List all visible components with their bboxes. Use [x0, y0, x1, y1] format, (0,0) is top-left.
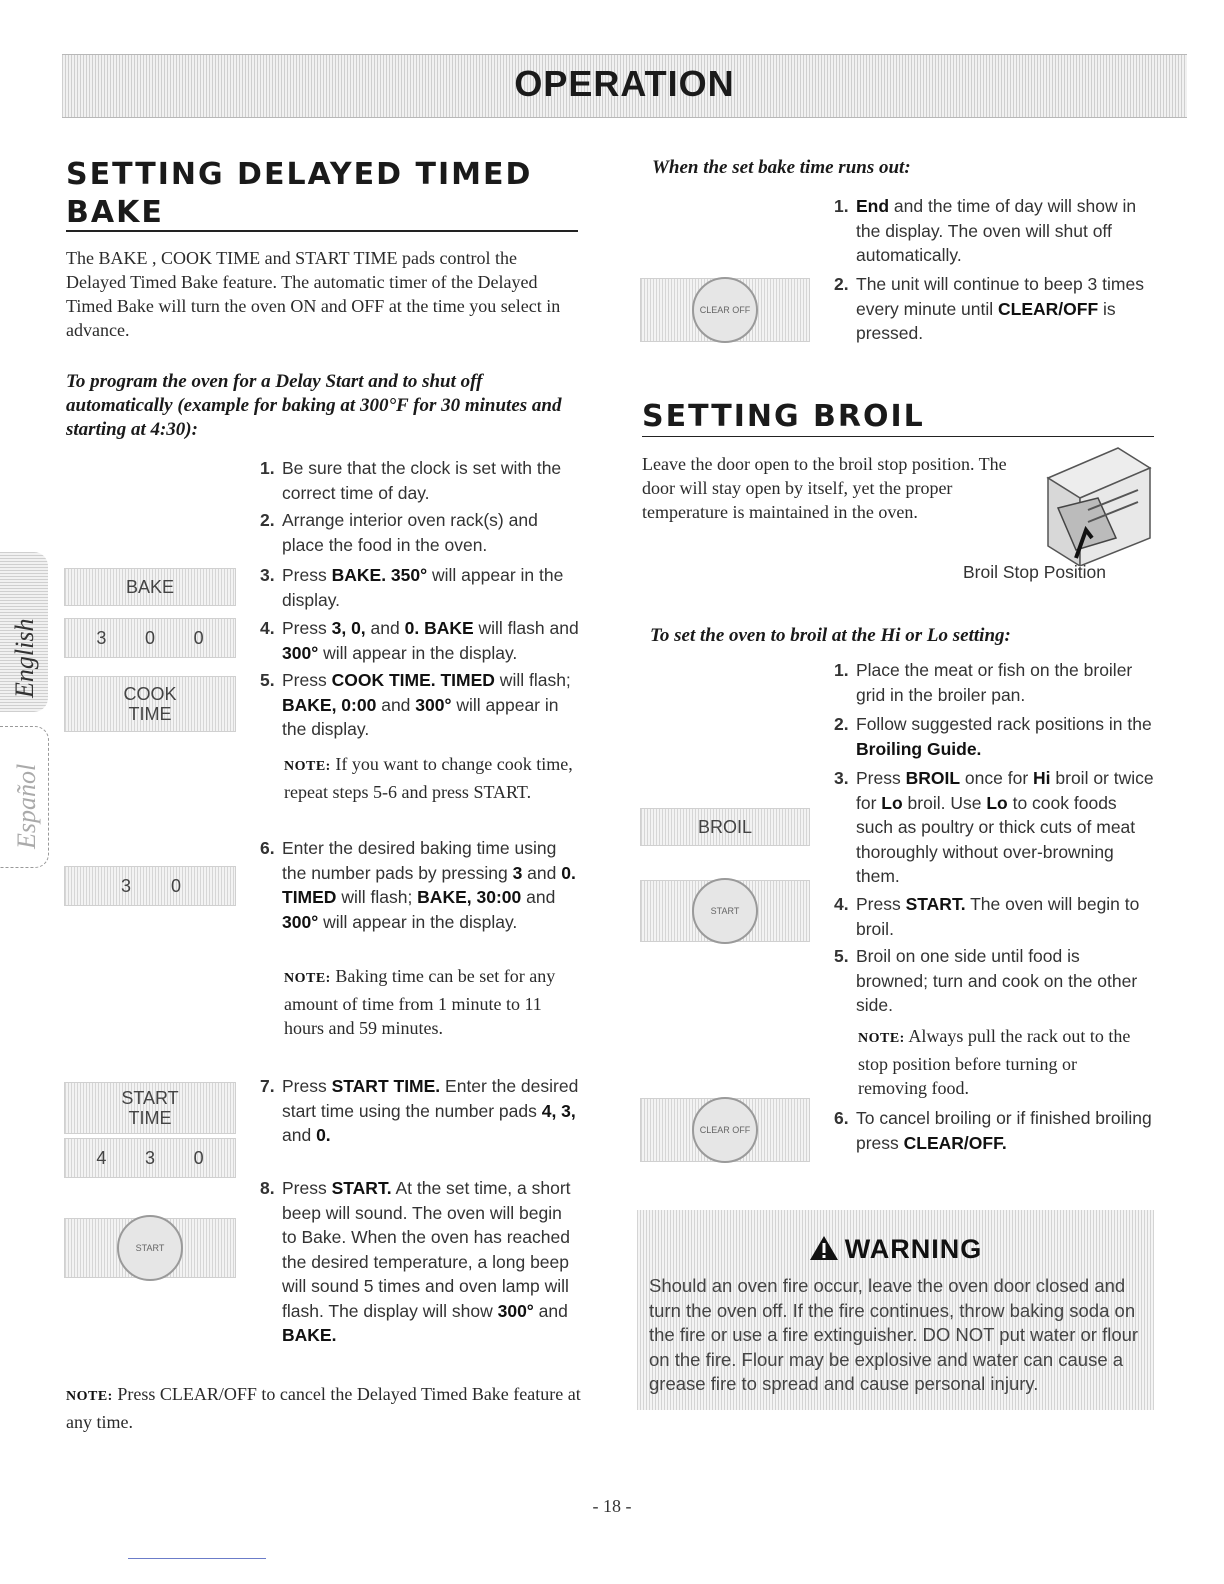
list-item: 2. Arrange interior oven rack(s) and place the food in the oven. — [260, 510, 538, 555]
section-title-delayed-bake: SETTING DELAYED TIMED BAKE — [66, 157, 533, 230]
start-time-pad: START TIME — [64, 1082, 236, 1134]
bake-pad: BAKE — [64, 568, 236, 606]
number-pads-300: 3 0 0 — [64, 618, 236, 658]
list-item: 1. Be sure that the clock is set with the correct time of day. — [260, 458, 562, 503]
list-item: 5. Press COOK TIME. TIMED will flash; BAKE, 0:00 and 300° will appear in the display. — [260, 670, 571, 739]
tab-espanol-label: Español — [12, 763, 41, 849]
warning-text: Should an oven fire occur, leave the oven door closed and turn the oven off. If the fire continues, throw baking soda on the fire or use a fire extinguisher. DO NOT put water or flour on the fire. Flour may be explosive and water can cause a grease fire to spread and cause personal injury. — [649, 1275, 1139, 1394]
number-pads-30: 3 0 — [64, 866, 236, 906]
list-item: 6. To cancel broiling or if finished broiling press CLEAR/OFF. — [834, 1108, 1152, 1153]
broil-intro: Leave the door open to the broil stop position. The door will stay open by itself, yet the proper temperature is maintained in the oven. — [642, 454, 1007, 522]
note-pull-rack: NOTE: Always pull the rack out to the stop position before turning or removing food. — [858, 1026, 1131, 1098]
number-pads-430: 4 3 0 — [64, 1138, 236, 1178]
cook-time-pad: COOK TIME — [64, 676, 236, 732]
footnote-rule — [128, 1558, 266, 1559]
page-number: - 18 - — [592, 1496, 632, 1516]
start-button-icon: START — [117, 1215, 183, 1281]
broil-start-pad — [640, 880, 810, 942]
clear-off-button-icon: CLEAR OFF — [692, 1097, 758, 1163]
broil-clear-off-pad — [640, 1098, 810, 1162]
list-item: 3. Press BAKE. 350° will appear in the display. — [260, 565, 564, 610]
warning-box — [637, 1210, 1154, 1410]
broil-pad: BROIL — [640, 808, 810, 846]
list-item: 4. Press 3, 0, and 0. BAKE will flash and 300° will appear in the display. — [260, 618, 579, 663]
note-cancel: NOTE: Press CLEAR/OFF to cancel the Delayed Timed Bake feature at any time. — [66, 1384, 581, 1432]
warning-triangle-icon — [809, 1235, 839, 1261]
oven-door-illustration — [1028, 438, 1152, 566]
section-title-broil: SETTING BROIL — [642, 399, 925, 434]
list-item: 2. The unit will continue to beep 3 times every minute until CLEAR/OFF is pressed. — [834, 274, 1144, 343]
operation-banner — [62, 54, 1187, 118]
banner-title: OPERATION — [514, 63, 735, 104]
broil-stop-caption: Broil Stop Position — [963, 562, 1106, 582]
list-item: 4. Press START. The oven will begin to broil. — [834, 894, 1140, 939]
list-item: 7. Press START TIME. Enter the desired start time using the number pads 4, 3, and 0. — [260, 1076, 579, 1145]
clear-off-button-icon: CLEAR OFF — [692, 277, 758, 343]
divider — [642, 436, 1154, 437]
list-item: 5. Broil on one side until food is browned; turn and cook on the other side. — [834, 946, 1138, 1015]
program-subheading: To program the oven for a Delay Start and to shut off automatically (example for baking at 300°F for 30 minutes and starting at 4:30): — [66, 371, 562, 440]
list-item: 2. Follow suggested rack positions in the Broiling Guide. — [834, 714, 1152, 759]
tab-english-label: English — [10, 618, 39, 698]
clear-off-pad — [640, 278, 810, 342]
start-pad — [64, 1218, 236, 1278]
note-baking-time: NOTE: Baking time can be set for any amount of time from 1 minute to 11 hours and 59 minutes. — [284, 966, 556, 1038]
tab-espanol[interactable] — [0, 726, 49, 868]
note-change-cook-time: NOTE: If you want to change cook time, repeat steps 5-6 and press START. — [284, 754, 573, 802]
warning-title: WARNING — [637, 1234, 1154, 1265]
list-item: 6. Enter the desired baking time using the number pads by pressing 3 and 0. TIMED will flash; BAKE, 30:00 and 300° will appear in the display. — [260, 838, 576, 932]
runs-out-subheading: When the set bake time runs out: — [652, 157, 911, 178]
list-item: 1. End and the time of day will show in the display. The oven will shut off automatically. — [834, 196, 1137, 265]
intro-paragraph: The BAKE , COOK TIME and START TIME pads control the Delayed Timed Bake feature. The automatic timer of the Delayed Timed Bake will turn the oven ON and OFF at the time you select in advance. — [66, 248, 561, 340]
divider — [66, 230, 578, 232]
broil-subheading: To set the oven to broil at the Hi or Lo setting: — [650, 625, 1011, 646]
list-item: 3. Press BROIL once for Hi broil or twice for Lo broil. Use Lo to cook foods such as poultry or thick cuts of meat thoroughly without over-browning them. — [834, 768, 1154, 886]
list-item: 1. Place the meat or fish on the broiler grid in the broiler pan. — [834, 660, 1133, 705]
list-item: 8. Press START. At the set time, a short beep will sound. The oven will begin to Bake. When the oven has reached the desired temperature, a long beep will sound 5 times and oven lamp will flash. The display will show 300° and BAKE. — [260, 1178, 571, 1345]
tab-english[interactable] — [0, 552, 48, 712]
start-button-icon: START — [692, 878, 758, 944]
